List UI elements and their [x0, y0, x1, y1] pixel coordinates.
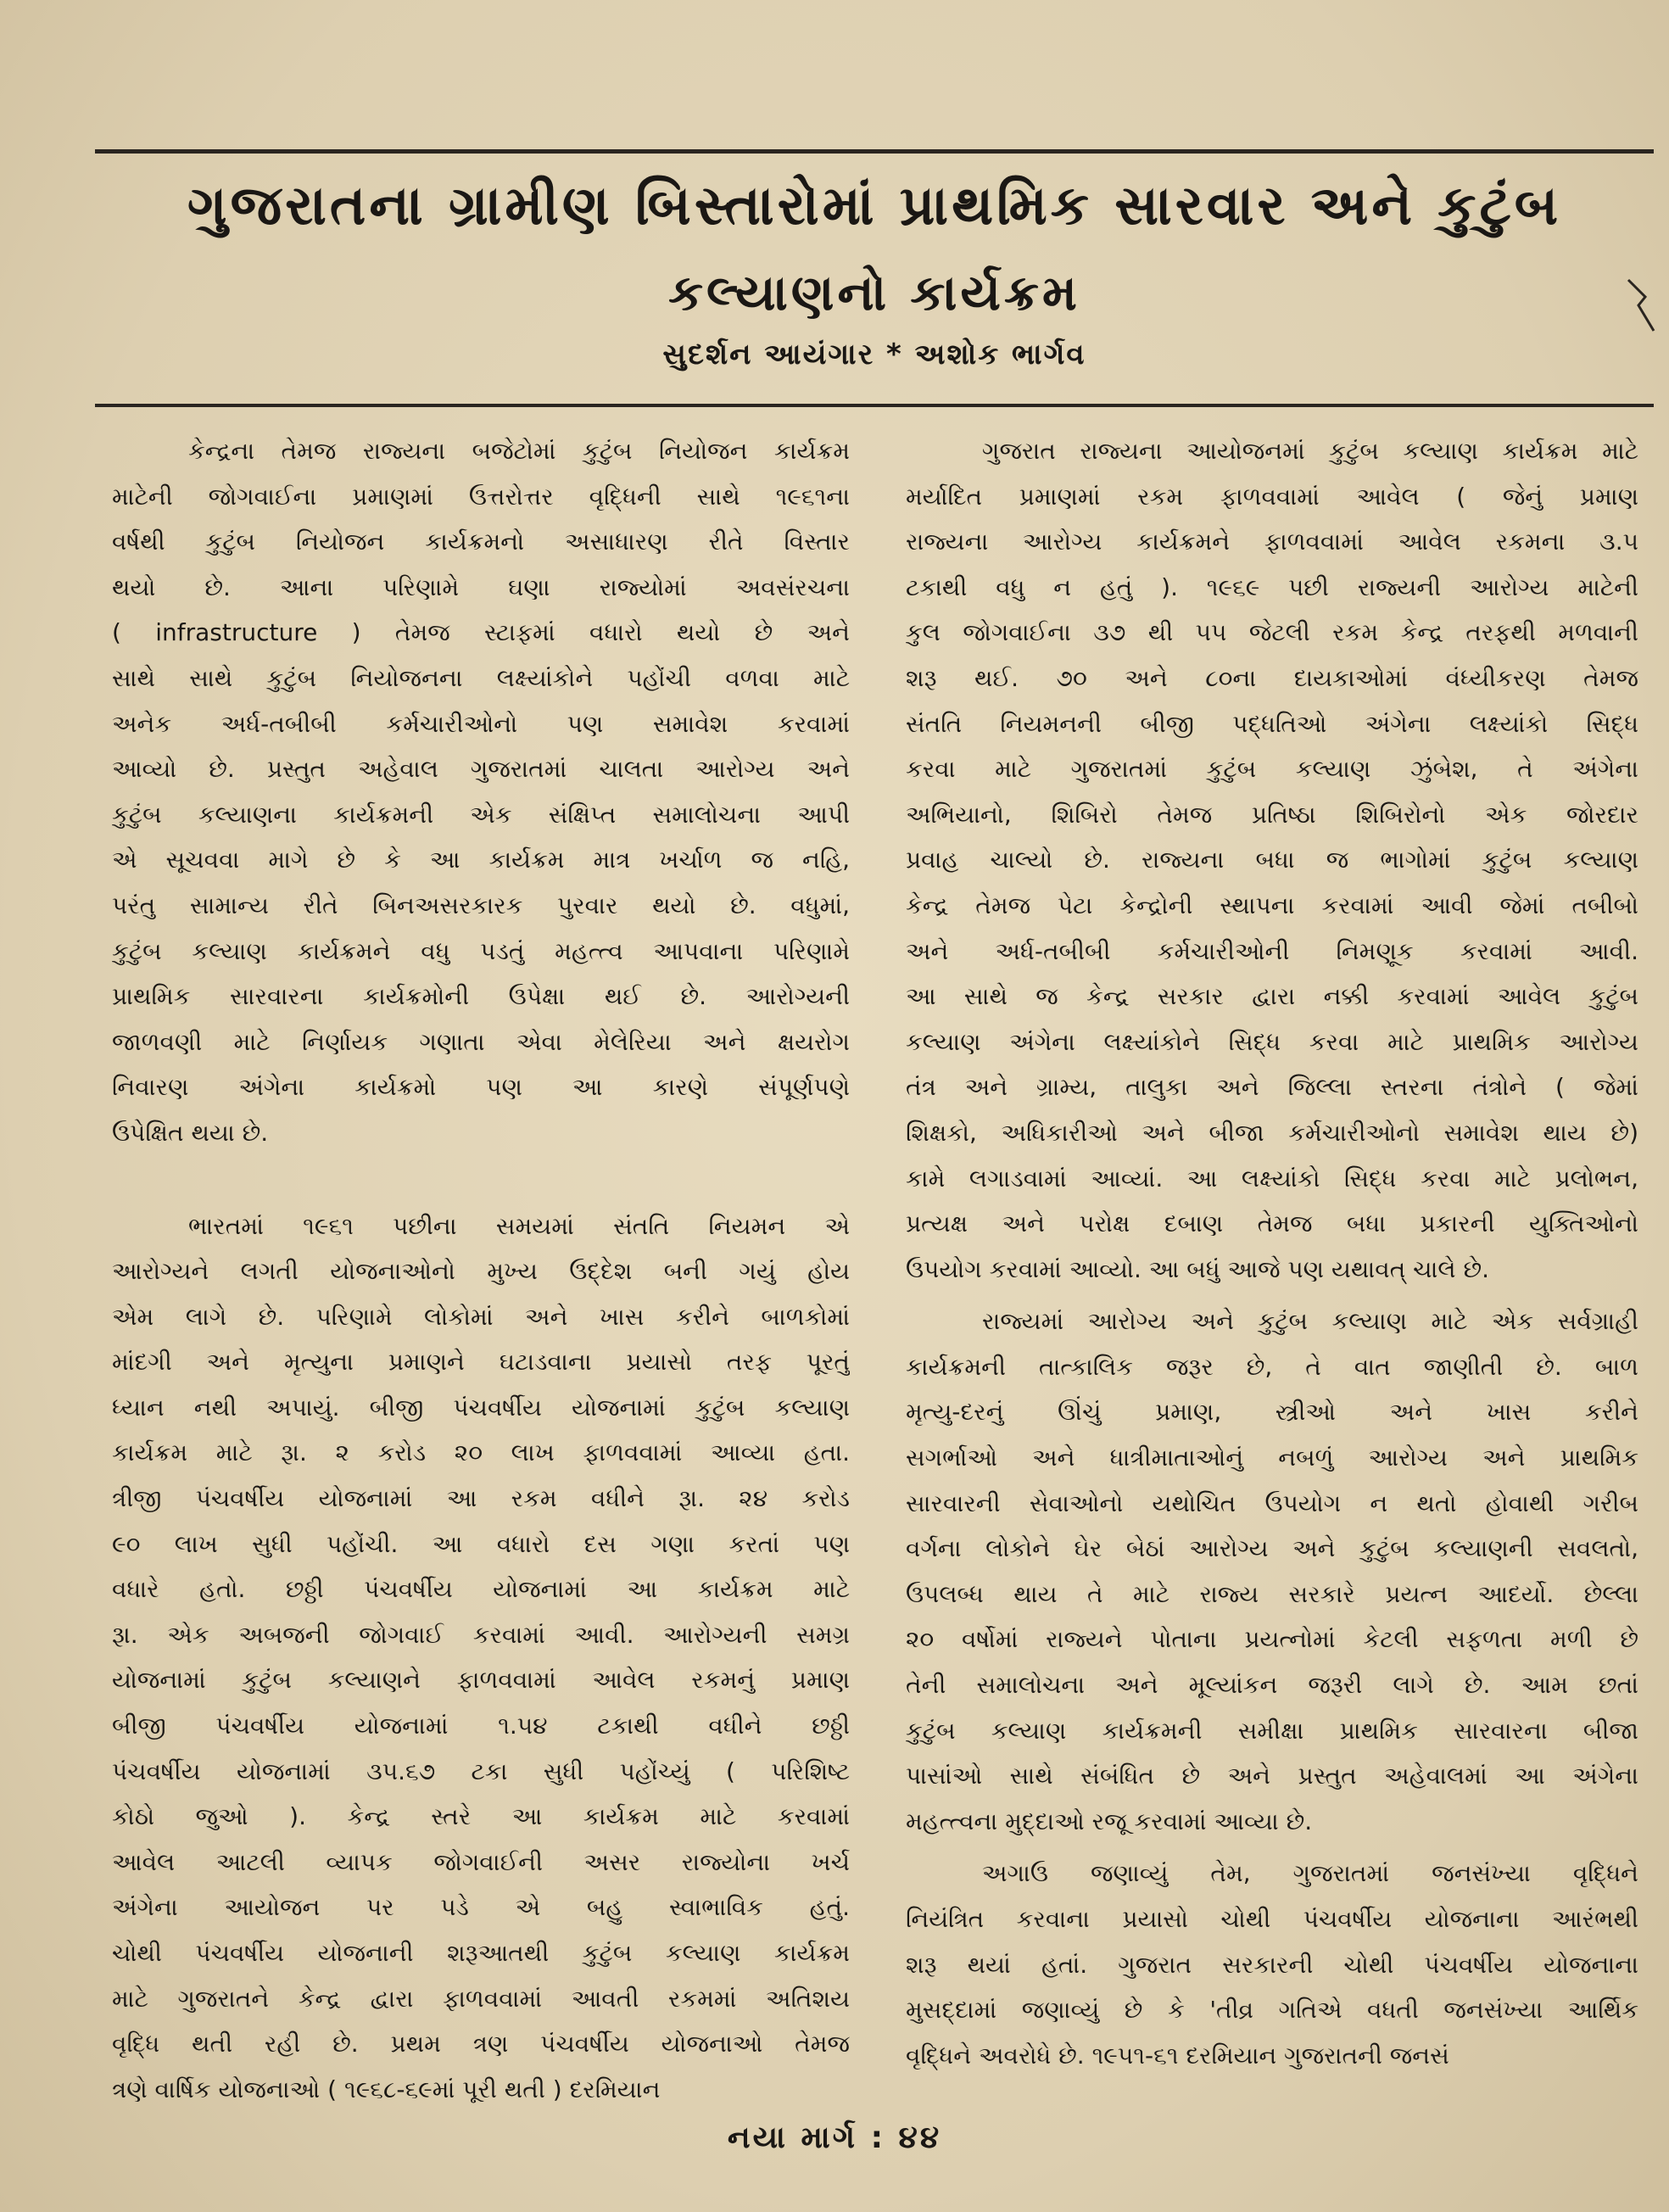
text-line: મહત્ત્વના મુદ્દાઓ રજૂ કરવામાં આવ્યા છે.	[906, 1807, 1313, 1835]
text-line: કોઠો જુઓ ). કેન્દ્ર સ્તરે આ કાર્યક્રમ માટે કરવામાં	[112, 1802, 850, 1831]
left-column	[112, 428, 850, 2112]
text-line: ત્રણે વાર્ષિક યોજનાઓ ( ૧૯૬૮-૬૯માં પૂરી થતી ) દરમિયાન	[112, 2075, 661, 2103]
article-title	[95, 171, 1654, 327]
text-line: ઉપયોગ કરવામાં આવ્યો. આ બધું આજે પણ યથાવત્ ચાલે છે.	[906, 1254, 1490, 1283]
text-line: બીજી પંચવર્ષીય યોજનામાં ૧.૫૪ ટકાથી વધીને છઠ્ઠી	[112, 1712, 850, 1740]
text-line: કુલ જોગવાઈના ૩૭ થી ૫૫ જેટલી રકમ કેન્દ્ર તરફથી મળવાની	[906, 618, 1638, 647]
text-line: રૂા. એક અબજની જોગવાઈ કરવામાં આવી. આરોગ્યની સમગ્ર	[112, 1620, 850, 1649]
text-line: અને અર્ધ-તબીબી કર્મચારીઓની નિમણૂક કરવામાં આવી.	[906, 936, 1638, 965]
text-line: ૯૦ લાખ સુધી પહોંચી. આ વધારો દસ ગણા કરતાં પણ	[112, 1529, 850, 1558]
text-line: કામે લગાડવામાં આવ્યાં. આ લક્ષ્યાંકો સિદ્ધ કરવા માટે પ્રલોભન,	[906, 1164, 1638, 1193]
text-line: કુટુંબ કલ્યાણ કાર્યક્રમની સમીક્ષા પ્રાથમિક સારવારના બીજા	[906, 1716, 1638, 1745]
paragraph	[112, 1204, 850, 2113]
text-line: પ્રાથમિક સારવારના કાર્યક્રમોની ઉપેક્ષા થઈ છે. આરોગ્યની	[112, 982, 850, 1011]
paragraph-gap	[906, 1292, 1638, 1299]
text-line: અંગેના આયોજન પર પડે એ બહુ સ્વાભાવિક હતું.	[112, 1893, 850, 1922]
text-line: મુસદ્દામાં જણાવ્યું છે કે 'તીવ્ર ગતિએ વધતી જનસંખ્યા આર્થિક	[906, 1996, 1638, 2025]
article-authors: સુદર્શન આયંગાર * અશોક ભાર્ગવ	[662, 338, 1086, 371]
paragraph	[906, 1851, 1638, 2078]
text-line: આવ્યો છે. પ્રસ્તુત અહેવાલ ગુજરાતમાં ચાલતા આરોગ્ય અને	[112, 755, 850, 784]
text-line: કુટુંબ કલ્યાણના કાર્યક્રમની એક સંક્ષિપ્ત સમાલોચના આપી	[112, 800, 850, 829]
text-line: કરવા માટે ગુજરાતમાં કુટુંબ કલ્યાણ ઝુંબેશ, તે અંગેના	[906, 755, 1638, 784]
text-line: ચોથી પંચવર્ષીય યોજનાની શરૂઆતથી કુટુંબ કલ્યાણ કાર્યક્રમ	[112, 1939, 850, 1967]
text-line: સારવારની સેવાઓનો યથોચિત ઉપયોગ ન થતો હોવાથી ગરીબ	[906, 1489, 1638, 1517]
text-line: તેની સમાલોચના અને મૂલ્યાંકન જરૂરી લાગે છે. આમ છતાં	[906, 1671, 1638, 1700]
text-line: માંદગી અને મૃત્યુના પ્રમાણને ઘટાડવાના પ્રયાસો તરફ પૂરતું	[112, 1348, 850, 1377]
text-line: યોજનામાં કુટુંબ કલ્યાણને ફાળવવામાં આવેલ રકમનું પ્રમાણ	[112, 1666, 850, 1695]
text-line: માટે ગુજરાતને કેન્દ્ર દ્વારા ફાળવવામાં આવતી રકમમાં અતિશય	[112, 1984, 850, 2013]
text-line: સગર્ભાઓ અને ધાત્રીમાતાઓનું નબળું આરોગ્ય અને પ્રાથમિક	[906, 1444, 1638, 1472]
text-line: વૃદ્ધિને અવરોધે છે. ૧૯૫૧-૬૧ દરમિયાન ગુજરાતની જનસં	[906, 2041, 1449, 2070]
text-line: શિક્ષકો, અધિકારીઓ અને બીજા કર્મચારીઓનો સમાવેશ થાય છે)	[906, 1118, 1638, 1147]
text-line: કાર્યક્રમ માટે રૂા. ૨ કરોડ ૨૦ લાખ ફાળવવામાં આવ્યા હતા.	[112, 1438, 850, 1467]
text-line: ગુજરાત રાજ્યના આયોજનમાં કુટુંબ કલ્યાણ કાર્યક્રમ માટે	[982, 437, 1638, 465]
text-line: પરંતુ સામાન્ય રીતે બિનઅસરકારક પુરવાર થયો છે. વધુમાં,	[112, 891, 850, 919]
text-line: રાજ્યના આરોગ્ય કાર્યક્રમને ફાળવવામાં આવેલ રકમના ૩.૫	[906, 528, 1638, 556]
text-line: એમ લાગે છે. પરિણામે લોકોમાં અને ખાસ કરીને બાળકોમાં	[112, 1302, 850, 1331]
text-line: આરોગ્યને લગતી યોજનાઓનો મુખ્ય ઉદ્દેશ બની ગયું હોય	[112, 1257, 850, 1286]
text-line: ઉપેક્ષિત થયા છે.	[112, 1118, 269, 1147]
text-line: ત્રીજી પંચવર્ષીય યોજનામાં આ રકમ વધીને રૂા. ૨૪ કરોડ	[112, 1484, 850, 1513]
title-line-1: ગુજરાતના ગ્રામીણ બિસ્તારોમાં પ્રાથમિક સારવાર અને કુટુંબ	[187, 175, 1562, 237]
text-line: આવેલ આટલી વ્યાપક જોગવાઈની અસર રાજ્યોના ખર્ચ	[112, 1847, 850, 1876]
text-line: વર્ષથી કુટુંબ નિયોજન કાર્યક્રમનો અસાધારણ રીતે વિસ્તાર	[112, 528, 850, 556]
text-line: ઉપલબ્ધ થાય તે માટે રાજ્ય સરકારે પ્રયત્ન આદર્યો. છેલ્લા	[906, 1579, 1638, 1608]
text-line: વર્ગના લોકોને ઘેર બેઠાં આરોગ્ય અને કુટુંબ કલ્યાણની સવલતો,	[906, 1534, 1638, 1563]
text-line: પાસાંઓ સાથે સંબંધિત છે અને પ્રસ્તુત અહેવાલમાં આ અંગેના	[906, 1762, 1638, 1790]
text-line: જાળવણી માટે નિર્ણાયક ગણાતા એવા મેલેરિયા અને ક્ષયરોગ	[112, 1027, 850, 1056]
text-line: અનેક અર્ધ-તબીબી કર્મચારીઓનો પણ સમાવેશ કરવામાં	[112, 709, 850, 738]
text-line: સાથે સાથે કુટુંબ નિયોજનના લક્ષ્યાંકોને પહોંચી વળવા માટે	[112, 663, 850, 692]
title-line-2: કલ્યાણનો કાર્યક્રમ	[668, 264, 1080, 321]
page-footer: નયા માર્ગ : ૪૪	[727, 2120, 942, 2155]
text-line: આ સાથે જ કેન્દ્ર સરકાર દ્વારા નક્કી કરવામાં આવેલ કુટુંબ	[906, 982, 1638, 1011]
text-line: કેન્દ્રના તેમજ રાજ્યના બજેટોમાં કુટુંબ નિયોજન કાર્યક્રમ	[188, 437, 850, 465]
text-line: કાર્યક્રમની તાત્કાલિક જરૂર છે, તે વાત જાણીતી છે. બાળ	[906, 1352, 1638, 1381]
text-line: વૃદ્ધિ થતી રહી છે. પ્રથમ ત્રણ પંચવર્ષીય યોજનાઓ તેમજ	[112, 2030, 850, 2058]
text-line: મર્યાદિત પ્રમાણમાં રકમ ફાળવવામાં આવેલ ( જેનું પ્રમાણ	[906, 482, 1638, 511]
paragraph	[112, 428, 850, 1156]
text-line: વધારે હતો. છઠ્ઠી પંચવર્ષીય યોજનામાં આ કાર્યક્રમ માટે	[112, 1575, 850, 1604]
text-line: ટકાથી વધુ ન હતું ). ૧૯૬૯ પછી રાજ્યની આરોગ્ય માટેની	[906, 573, 1638, 601]
paragraph-gap	[112, 1156, 850, 1204]
text-line: પ્રત્યક્ષ અને પરોક્ષ દબાણ તેમજ બધા પ્રકારની યુક્તિઓનો	[906, 1209, 1638, 1238]
text-line: મૃત્યુ-દરનું ઊંચું પ્રમાણ, સ્ત્રીઓ અને ખાસ કરીને	[906, 1398, 1638, 1427]
text-line: શરૂ થઈ. ૭૦ અને ૮૦ના દાયકાઓમાં વંધ્યીકરણ તેમજ	[906, 663, 1638, 692]
paragraph-gap	[906, 1844, 1638, 1851]
text-line: પંચવર્ષીય યોજનામાં ૩૫.૬૭ ટકા સુધી પહોંચ્યું ( પરિશિષ્ટ	[112, 1757, 850, 1785]
text-line: કલ્યાણ અંગેના લક્ષ્યાંકોને સિદ્ધ કરવા માટે પ્રાથમિક આરોગ્ય	[906, 1027, 1638, 1056]
text-line: ( infrastructure ) તેમજ સ્ટાફમાં વધારો થયો છે અને	[112, 618, 850, 647]
text-line: રાજ્યમાં આરોગ્ય અને કુટુંબ કલ્યાણ માટે એક સર્વગ્રાહી	[982, 1307, 1638, 1336]
text-line: કેન્દ્ર તેમજ પેટા કેન્દ્રોની સ્થાપના કરવામાં આવી જેમાં તબીબો	[906, 891, 1638, 919]
text-line: અગાઉ જણાવ્યું તેમ, ગુજરાતમાં જનસંખ્યા વૃદ્ધિને	[982, 1859, 1638, 1888]
top-rule	[95, 149, 1654, 154]
paragraph	[906, 1299, 1638, 1844]
paragraph	[906, 428, 1638, 1292]
text-line: તંત્ર અને ગ્રામ્ય, તાલુકા અને જિલ્લા સ્તરના તંત્રોને ( જેમાં	[906, 1073, 1638, 1102]
text-line: નિવારણ અંગેના કાર્યક્રમો પણ આ કારણે સંપૂર્ણપણે	[112, 1073, 850, 1102]
text-line: ભારતમાં ૧૯૬૧ પછીના સમયમાં સંતતિ નિયમન એ	[188, 1211, 850, 1240]
header-rule	[95, 404, 1654, 407]
text-line: માટેની જોગવાઈના પ્રમાણમાં ઉત્તરોત્તર વૃદ્ધિની સાથે ૧૯૬૧ના	[112, 482, 850, 511]
text-line: ધ્યાન નથી અપાયું. બીજી પંચવર્ષીય યોજનામાં કુટુંબ કલ્યાણ	[112, 1393, 850, 1422]
text-line: નિયંત્રિત કરવાના પ્રયાસો ચોથી પંચવર્ષીય યોજનાના આરંભથી	[906, 1905, 1638, 1933]
text-line: અભિયાનો, શિબિરો તેમજ પ્રતિષ્ઠા શિબિરોનો એક જોરદાર	[906, 800, 1638, 829]
text-line: પ્રવાહ ચાલ્યો છે. રાજ્યના બધા જ ભાગોમાં કુટુંબ કલ્યાણ	[906, 846, 1638, 874]
page-mark	[1620, 271, 1662, 339]
text-line: કુટુંબ કલ્યાણ કાર્યક્રમને વધુ પડતું મહત્ત્વ આપવાના પરિણામે	[112, 936, 850, 965]
right-column	[906, 428, 1638, 2078]
text-line: થયો છે. આના પરિણામે ઘણા રાજ્યોમાં અવસંરચના	[112, 573, 850, 601]
text-line: શરૂ થયાં હતાં. ગુજરાત સરકારની ચોથી પંચવર્ષીય યોજનાના	[906, 1950, 1638, 1979]
text-line: એ સૂચવવા માગે છે કે આ કાર્યક્રમ માત્ર ખર્ચાળ જ નહિ,	[112, 846, 850, 874]
text-line: ૨૦ વર્ષોમાં રાજ્યને પોતાના પ્રયત્નોમાં કેટલી સફળતા મળી છે	[906, 1625, 1638, 1654]
text-line: સંતતિ નિયમનની બીજી પદ્ધતિઓ અંગેના લક્ષ્યાંકો સિદ્ધ	[906, 709, 1638, 738]
